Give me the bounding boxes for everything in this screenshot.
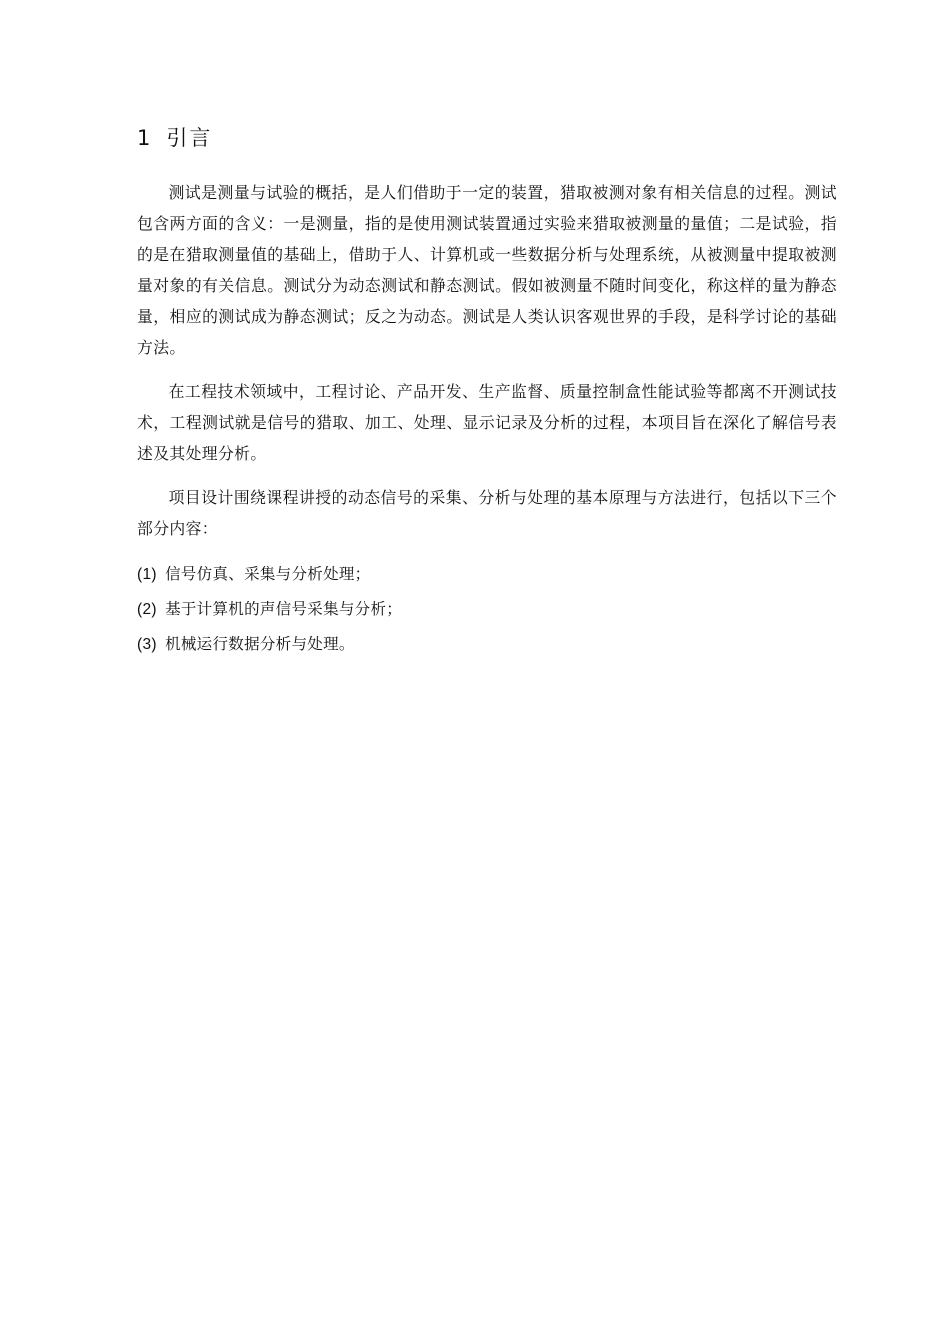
- paragraph-engineering: 在工程技术领域中，工程讨论、产品开发、生产监督、质量控制盒性能试验等都离不开测试技术，工程测试就是信号的猎取、加工、处理、显示记录及分析的过程，本项目旨在深化了解信号表述及其处理分析。: [137, 382, 837, 463]
- list-marker: (2): [137, 601, 157, 618]
- section-title: 引言: [166, 126, 213, 150]
- section-heading: [137, 121, 837, 155]
- list-item-text: 机械运行数据分析与处理。: [165, 635, 355, 653]
- list-marker: (1): [137, 566, 157, 583]
- paragraph-project-design: 项目设计围绕课程讲授的动态信号的采集、分析与处理的基本原理与方法进行，包括以下三个部分内容：: [137, 488, 837, 538]
- list-item: [137, 592, 837, 627]
- list-marker: (3): [137, 636, 157, 653]
- list-item-text: 基于计算机的声信号采集与分析；: [165, 600, 403, 618]
- list-item: [137, 627, 837, 662]
- content-list: [137, 557, 837, 662]
- list-item-text: 信号仿真、采集与分析处理；: [165, 565, 371, 583]
- document-body: [137, 121, 837, 662]
- section-number: 1: [137, 126, 153, 150]
- list-item: [137, 557, 837, 592]
- paragraph-intro: 测试是测量与试验的概括，是人们借助于一定的装置，猎取被测对象有相关信息的过程。测试包含两方面的含义：一是测量，指的是使用测试装置通过实验来猎取被测量的量值；二是试验，指的是在猎取测量值的基础上，借助于人、计算机或一些数据分析与处理系统，从被测量中提取被测量对象的有关信息。测试分为动态测试和静态测试。假如被测量不随时间变化，称这样的量为静态量，相应的测试成为静态测试；反之为动态。测试是人类认识客观世界的手段，是科学讨论的基础方法。: [137, 183, 837, 357]
